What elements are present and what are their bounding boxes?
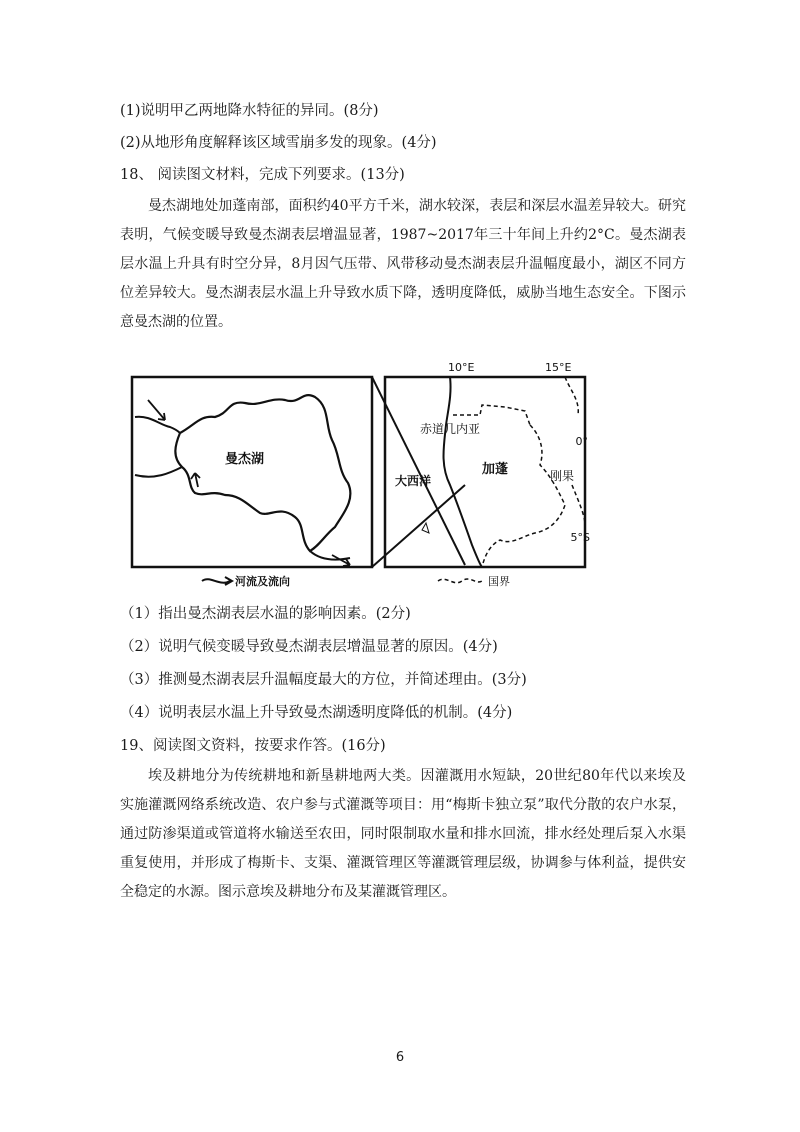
river-inflow-west [135, 467, 182, 477]
legend-border-symbol [438, 579, 482, 583]
congo-label: 刚果 [550, 469, 575, 483]
legend-river-symbol [202, 577, 232, 585]
q19-passage: 埃及耕地分为传统耕地和新垦耕地两大类。因灌溉用水短缺，20世纪80年代以来埃及实施灌溉网络系统改造、农户参与式灌溉等项目：用“梅斯卡独立泵”取代分散的农户水泵，通过防渗渠道或管道将水输送至农田，同时限制取水量和排水回流，排水经处理后泵入水渠重复使用，并形成了梅斯卡、支渠、灌溉管理区等灌溉管理层级，协调参与体利益，提供安全稳定的水源。图示意埃及耕地分布及某灌溉管理区。 [120, 768, 686, 900]
q18-item-2: （2）说明气候变暖导致曼杰湖表层增温显著的原因。(4分) [120, 639, 498, 655]
coastline [444, 377, 483, 567]
border-congo-north [565, 377, 578, 415]
latitude-5s: 5°S [570, 531, 590, 544]
q18-passage: 曼杰湖地处加蓬南部，面积约40平方千米，湖水较深，表层和深层水温差异较大。研究表明，气候变暖导致曼杰湖表层增温显著，1987~2017年三十年间上升约2°C。曼杰湖表层水温上升具有时空分异，8月因气压带、风带移动曼杰湖表层升温幅度最小，湖区不同方位差异较大。曼杰湖表层水温上升导致水质下降，透明度降低，威胁当地生态安全。下图示意曼杰湖的位置。 [120, 198, 686, 330]
gabon-label: 加蓬 [482, 462, 509, 477]
equatorial-guinea-label: 赤道几内亚 [420, 422, 481, 436]
q17-sub1: (1)说明甲乙两地降水特征的异同。(8分) [120, 103, 379, 119]
latitude-0: 0° [575, 435, 588, 448]
lake-label: 曼杰湖 [225, 452, 265, 467]
q18-item-4: （4）说明表层水温上升导致曼杰湖透明度降低的机制。(4分) [120, 705, 513, 721]
river-arrow-west [191, 473, 200, 487]
q19-title: 19、阅读图文资料，按要求作答。(16分) [120, 738, 386, 754]
page-number: 6 [395, 1050, 405, 1065]
lake-marker [422, 523, 429, 533]
legend-border-label: 国界 [488, 575, 510, 588]
border-gabon-congo [482, 425, 565, 567]
q18-item-1: （1）指出曼杰湖表层水温的影响因素。(2分) [120, 606, 411, 622]
atlantic-label: 大西洋 [395, 474, 432, 488]
legend-river-label: 河流及流向 [235, 575, 290, 588]
river-inflow-northwest [135, 417, 180, 433]
river-arrow-northwest [148, 400, 165, 420]
longitude-15e: 15°E [545, 361, 572, 374]
q18-item-3: （3）推测曼杰湖表层升温幅度最大的方位，并简述理由。(3分) [120, 672, 527, 688]
lake-outline [175, 395, 350, 551]
river-outflow-southeast [310, 551, 350, 560]
lake-location-map [120, 355, 590, 595]
q17-sub2: (2)从地形角度解释该区域雪崩多发的现象。(4分) [120, 135, 437, 151]
inset-frame [132, 377, 372, 567]
q18-title: 18、 阅读图文材料，完成下列要求。(13分) [120, 167, 405, 183]
longitude-10e: 10°E [448, 361, 475, 374]
border-congo-east [572, 485, 585, 525]
